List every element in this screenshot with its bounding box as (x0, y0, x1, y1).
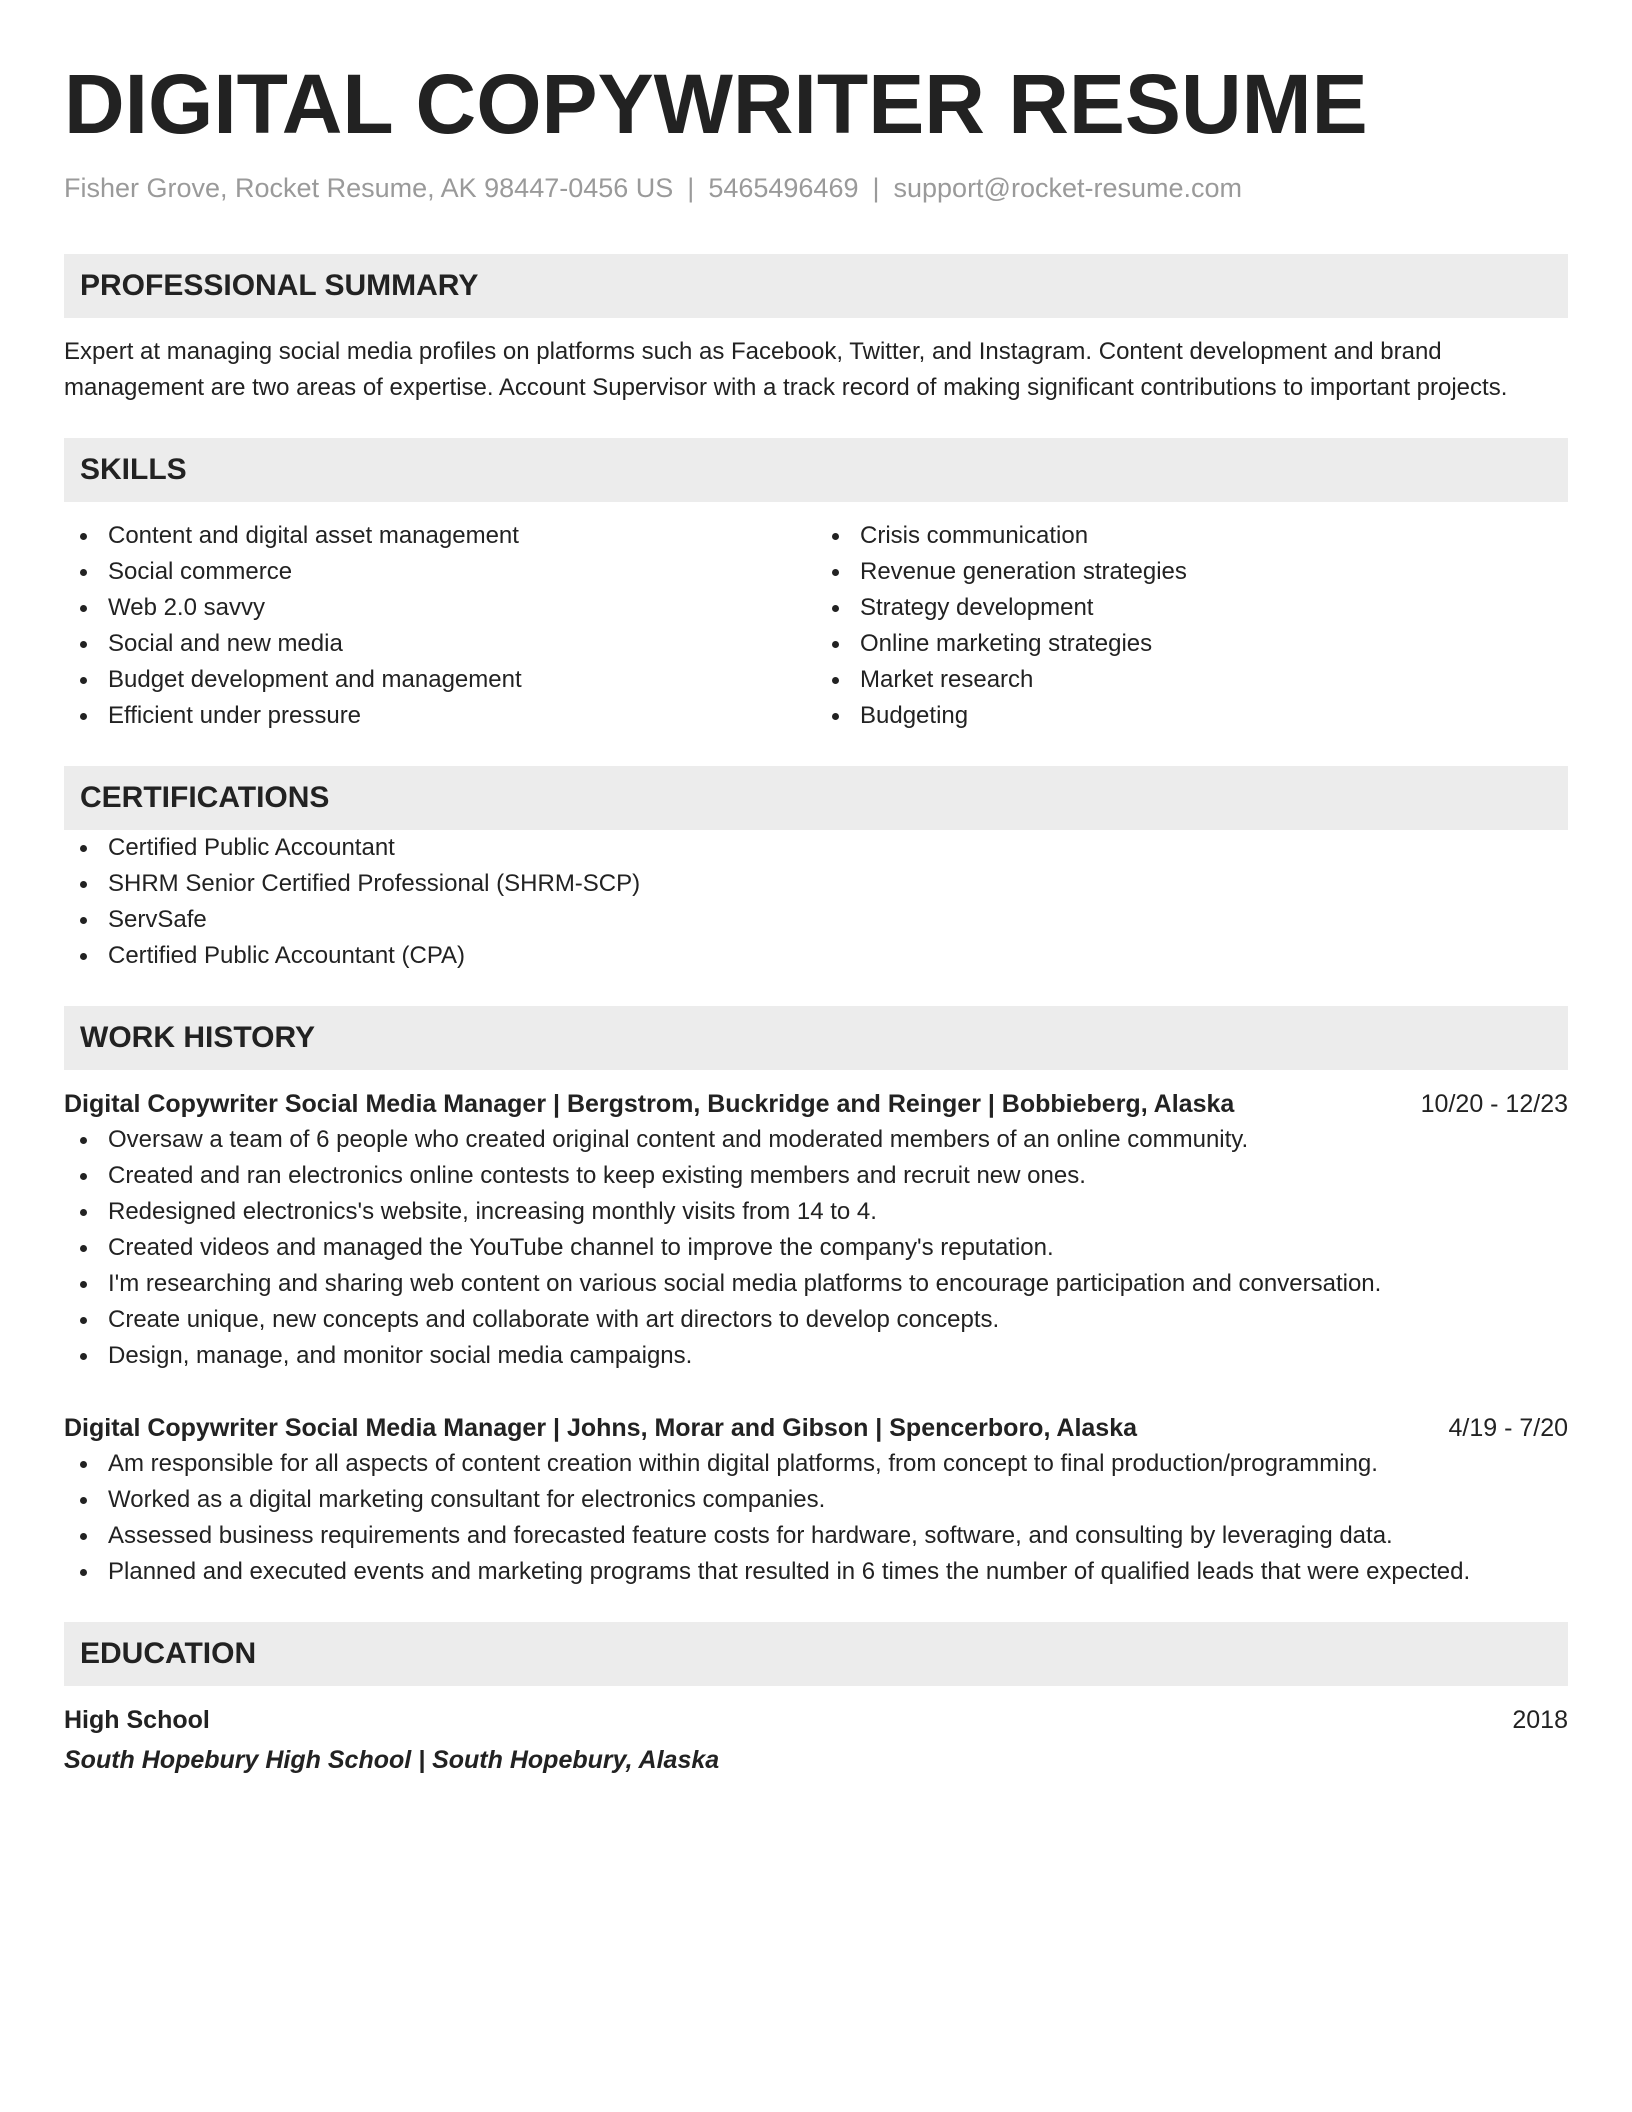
job-dates: 4/19 - 7/20 (1448, 1414, 1568, 1442)
job-bullet: Am responsible for all aspects of content creation within digital platforms, from concept to final production/programming. (64, 1446, 1568, 1482)
job-dates: 10/20 - 12/23 (1420, 1090, 1568, 1118)
skills-grid (64, 518, 1568, 734)
job-bullet: I'm researching and sharing web content on various social media platforms to encourage participation and conversation. (64, 1266, 1568, 1302)
skill-item: Web 2.0 savvy (64, 590, 816, 626)
skill-item: Budgeting (816, 698, 1568, 734)
job-header (64, 1086, 1568, 1122)
certification-item: Certified Public Accountant (64, 830, 1568, 866)
skill-item: Budget development and management (64, 662, 816, 698)
job-bullet: Redesigned electronics's website, increasing monthly visits from 14 to 4. (64, 1194, 1568, 1230)
skills-column-left (64, 518, 816, 734)
skills-heading: SKILLS (64, 438, 1568, 502)
skill-item: Revenue generation strategies (816, 554, 1568, 590)
job-entry (64, 1086, 1568, 1374)
summary-heading: PROFESSIONAL SUMMARY (64, 254, 1568, 318)
job-bullet: Created videos and managed the YouTube channel to improve the company's reputation. (64, 1230, 1568, 1266)
education-school: South Hopebury High School | South Hopebury, Alaska (64, 1746, 720, 1774)
resume-title: DIGITAL COPYWRITER RESUME (64, 57, 1368, 151)
education-year: 2018 (1512, 1706, 1568, 1734)
job-header (64, 1410, 1568, 1446)
job-bullet: Assessed business requirements and forecasted feature costs for hardware, software, and consulting by leveraging data. (64, 1518, 1568, 1554)
contact-separator: | (687, 173, 695, 203)
summary-text: Expert at managing social media profiles on platforms such as Facebook, Twitter, and Instagram. Content development and brand management are two areas of expertise. Account Supervisor with a track record of making significant contributions to important projects. (64, 338, 1508, 401)
job-bullet: Create unique, new concepts and collaborate with art directors to develop concepts. (64, 1302, 1568, 1338)
skill-item: Efficient under pressure (64, 698, 816, 734)
job-bullet: Oversaw a team of 6 people who created original content and moderated members of an online community. (64, 1122, 1568, 1158)
certification-item: ServSafe (64, 902, 1568, 938)
education-entry (64, 1702, 1568, 1778)
skills-column-right (816, 518, 1568, 734)
contact-email: support@rocket-resume.com (893, 173, 1243, 203)
job-entry (64, 1410, 1568, 1590)
job-title: Digital Copywriter Social Media Manager | Johns, Morar and Gibson | Spencerboro, Alaska (64, 1414, 1138, 1442)
education-header (64, 1702, 1568, 1738)
job-bullet-list (64, 1446, 1568, 1590)
skills-list-left (64, 518, 816, 734)
skill-item: Social and new media (64, 626, 816, 662)
contact-address: Fisher Grove, Rocket Resume, AK 98447-0456 US (64, 173, 674, 203)
job-bullet: Planned and executed events and marketing programs that resulted in 6 times the number of qualified leads that were expected. (64, 1554, 1568, 1590)
skill-item: Strategy development (816, 590, 1568, 626)
contact-line (64, 170, 1568, 206)
contact-phone: 5465496469 (708, 173, 859, 203)
job-title: Digital Copywriter Social Media Manager | Bergstrom, Buckridge and Reinger | Bobbieberg, Alaska (64, 1090, 1235, 1118)
education-degree: High School (64, 1706, 210, 1734)
skill-item: Online marketing strategies (816, 626, 1568, 662)
job-bullet: Design, manage, and monitor social media campaigns. (64, 1338, 1568, 1374)
job-bullet: Created and ran electronics online contests to keep existing members and recruit new ones. (64, 1158, 1568, 1194)
skill-item: Content and digital asset management (64, 518, 816, 554)
certification-item: SHRM Senior Certified Professional (SHRM-SCP) (64, 866, 1568, 902)
job-bullet-list (64, 1122, 1568, 1374)
skill-item: Social commerce (64, 554, 816, 590)
skill-item: Market research (816, 662, 1568, 698)
contact-separator: | (872, 173, 880, 203)
work-history-heading: WORK HISTORY (64, 1006, 1568, 1070)
certifications-heading: CERTIFICATIONS (64, 766, 1568, 830)
education-heading: EDUCATION (64, 1622, 1568, 1686)
certifications-list (64, 830, 1568, 974)
certification-item: Certified Public Accountant (CPA) (64, 938, 1568, 974)
job-bullet: Worked as a digital marketing consultant for electronics companies. (64, 1482, 1568, 1518)
skills-list-right (816, 518, 1568, 734)
skill-item: Crisis communication (816, 518, 1568, 554)
